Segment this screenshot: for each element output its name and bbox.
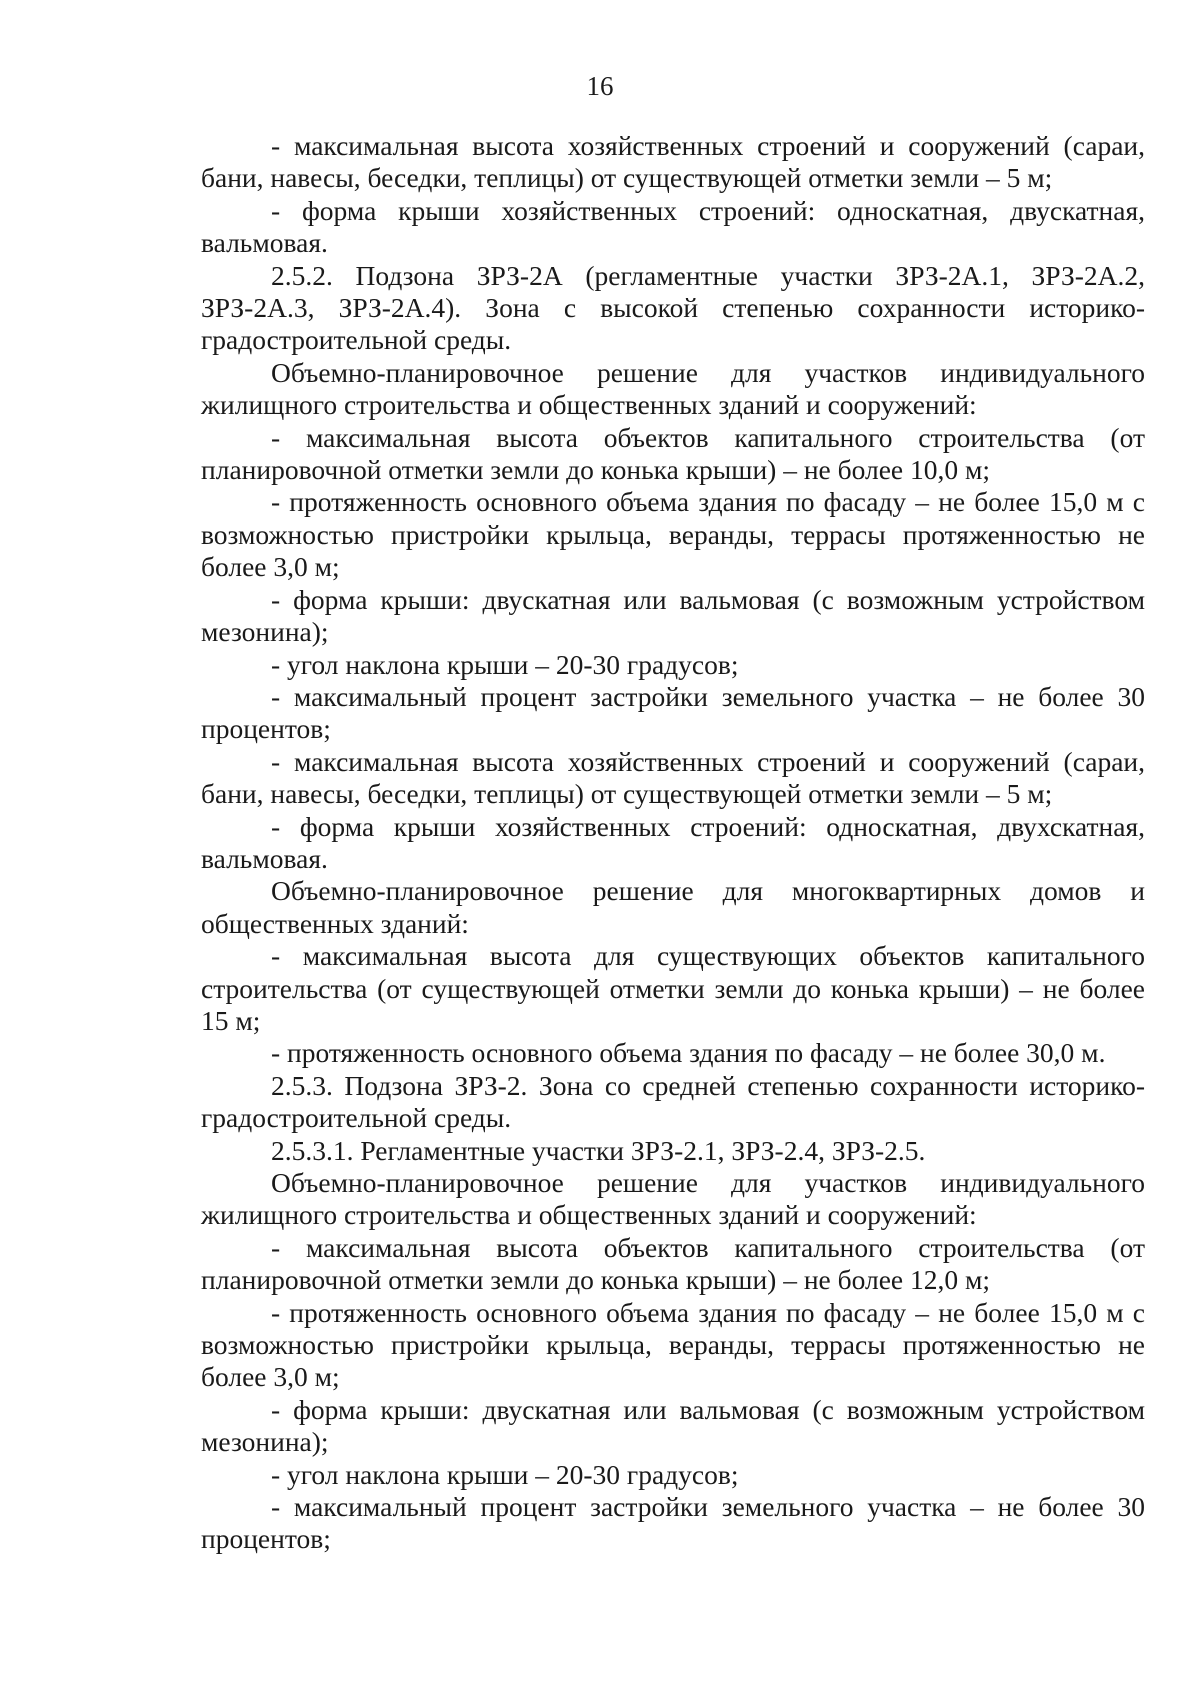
paragraph: - максимальный процент застройки земельного участка – не более 30 процентов; [201, 680, 1145, 745]
paragraph: - максимальная высота хозяйственных строений и сооружений (сараи, бани, навесы, беседки, теплицы) от существующей отметки земли – 5 м; [201, 130, 1145, 194]
paragraph: - форма крыши хозяйственных строений: односкатная, двухскатная, вальмовая. [201, 810, 1145, 874]
paragraph: - максимальная высота хозяйственных строений и сооружений (сараи, бани, навесы, беседки, теплицы) от существующей отметки земли – 5 м; [201, 745, 1145, 810]
paragraph: - максимальная высота для существующих объектов капитального строительства (от существующей отметки земли до конька крыши) – не более 15 м; [201, 940, 1145, 1036]
paragraph: - угол наклона крыши – 20-30 градусов; [271, 648, 739, 680]
paragraph: - протяженность основного объема здания по фасаду – не более 15,0 м с возможностью пристройки крыльца, веранды, террасы протяженностью не более 3,0 м; [201, 486, 1145, 583]
paragraph: - форма крыши: двускатная или вальмовая (с возможным устройством мезонина); [201, 1393, 1145, 1458]
paragraph: - максимальный процент застройки земельного участка – не более 30 процентов; [201, 1491, 1145, 1555]
paragraph: 2.5.3. Подзона ЗРЗ-2. Зона со средней степенью сохранности историко-градостроительной среды. [201, 1069, 1145, 1134]
paragraph: Объемно-планировочное решение для многоквартирных домов и общественных зданий: [201, 875, 1145, 939]
paragraph: - максимальная высота объектов капитального строительства (от планировочной отметки земли до конька крыши) – не более 10,0 м; [201, 421, 1145, 486]
page-number: 16 [586, 71, 614, 101]
paragraph: - протяженность основного объема здания по фасаду – не более 30,0 м. [271, 1037, 1106, 1069]
document-body [201, 130, 1145, 1556]
paragraph: 2.5.2. Подзона ЗРЗ-2А (регламентные участки ЗРЗ-2А.1, ЗРЗ-2А.2, ЗРЗ-2А.3, ЗРЗ-2А.4). Зона с высокой степенью сохранности историко-градостроительной среды. [201, 259, 1145, 356]
paragraph: - угол наклона крыши – 20-30 градусов; [271, 1458, 739, 1490]
paragraph: - протяженность основного объема здания по фасаду – не более 15,0 м с возможностью пристройки крыльца, веранды, террасы протяженностью не более 3,0 м; [201, 1296, 1145, 1393]
paragraph: 2.5.3.1. Регламентные участки ЗРЗ-2.1, ЗРЗ-2.4, ЗРЗ-2.5. [271, 1134, 926, 1166]
paragraph: Объемно-планировочное решение для участков индивидуального жилищного строительства и общественных зданий и сооружений: [201, 356, 1145, 421]
paragraph: - форма крыши: двускатная или вальмовая (с возможным устройством мезонина); [201, 583, 1145, 648]
paragraph: - форма крыши хозяйственных строений: односкатная, двускатная, вальмовая. [201, 194, 1145, 259]
paragraph: Объемно-планировочное решение для участков индивидуального жилищного строительства и общественных зданий и сооружений: [201, 1167, 1145, 1231]
paragraph: - максимальная высота объектов капитального строительства (от планировочной отметки земли до конька крыши) – не более 12,0 м; [201, 1231, 1145, 1296]
